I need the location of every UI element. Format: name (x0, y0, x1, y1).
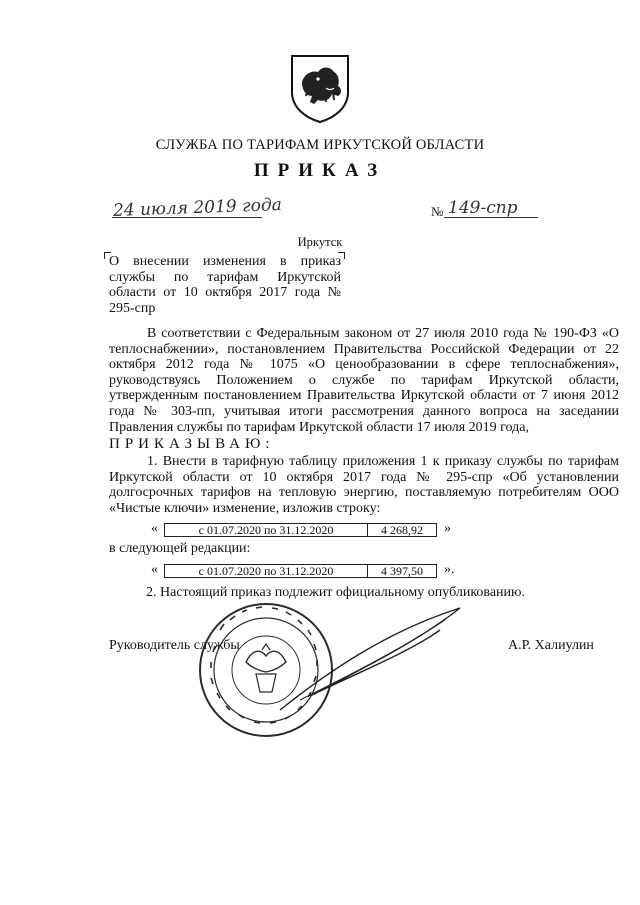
document-title: ПРИКАЗ (253, 160, 387, 181)
organization-name: СЛУЖБА ПО ТАРИФАМ ИРКУТСКОЙ ОБЛАСТИ (155, 137, 485, 153)
city-name: Иркутск (297, 235, 343, 249)
old-row-period: с 01.07.2020 по 31.12.2020 (198, 523, 334, 537)
new-row-period: с 01.07.2020 по 31.12.2020 (198, 564, 334, 578)
new-row-close-quote: ». (444, 562, 455, 577)
old-row-open-quote: « (151, 521, 158, 536)
new-row-open-quote: « (151, 562, 158, 577)
item-1-paragraph: 1. Внести в тарифную таблицу приложения 1 к приказу службы по тарифам Иркутской области от 10 октября 2017 года № 295-спр «Об установлении долгосрочных тарифов на тепловую энергию, поставляемую потребителям ООО «Чистые ключи» изменение, изложив строку: (109, 454, 619, 516)
signer-position: Руководитель службы (109, 638, 240, 653)
item-2-paragraph: 2. Настоящий приказ подлежит официальному опубликованию. (146, 585, 525, 600)
signature-scribble (270, 600, 470, 720)
old-row-value: 4 268,92 (381, 523, 423, 537)
old-row-period-cell (164, 523, 368, 537)
new-row-value-cell (367, 564, 437, 578)
new-row-period-cell (164, 564, 368, 578)
date-underline (112, 217, 262, 218)
signer-name: А.Р. Халиулин (508, 638, 594, 653)
number-underline (444, 217, 538, 218)
handwritten-date: 24 июля 2019 года (112, 195, 283, 221)
number-label: № (431, 204, 444, 219)
document-subject: О внесении изменения в приказ службы по тарифам Иркутской области от 10 октября 2017 года № 295-спр (109, 254, 341, 316)
handwritten-number: 149-спр (448, 198, 518, 218)
old-row-close-quote: » (444, 521, 451, 536)
coat-of-arms-emblem (288, 52, 352, 124)
new-row-value: 4 397,50 (381, 564, 423, 578)
preamble-paragraph: В соответствии с Федеральным законом от 27 июля 2010 года № 190-ФЗ «О теплоснабжении», постановлением Правительства Российской Федерации от 22 октября 2012 года № 1075 «О ценообразовании в сфере теплоснабжения», руководствуясь Положением о службе по тарифам Иркутской области, утвержденным постановлением Правительства Иркутской области от 7 июня 2012 года № 303-пп, учитывая итоги рассмотрения данного вопроса на заседании Правления службы по тарифам Иркутской области 17 июля 2019 года, (109, 326, 619, 435)
redaction-text: в следующей редакции: (109, 541, 251, 556)
old-row-value-cell (367, 523, 437, 537)
order-word: ПРИКАЗЫВАЮ: (109, 436, 275, 452)
